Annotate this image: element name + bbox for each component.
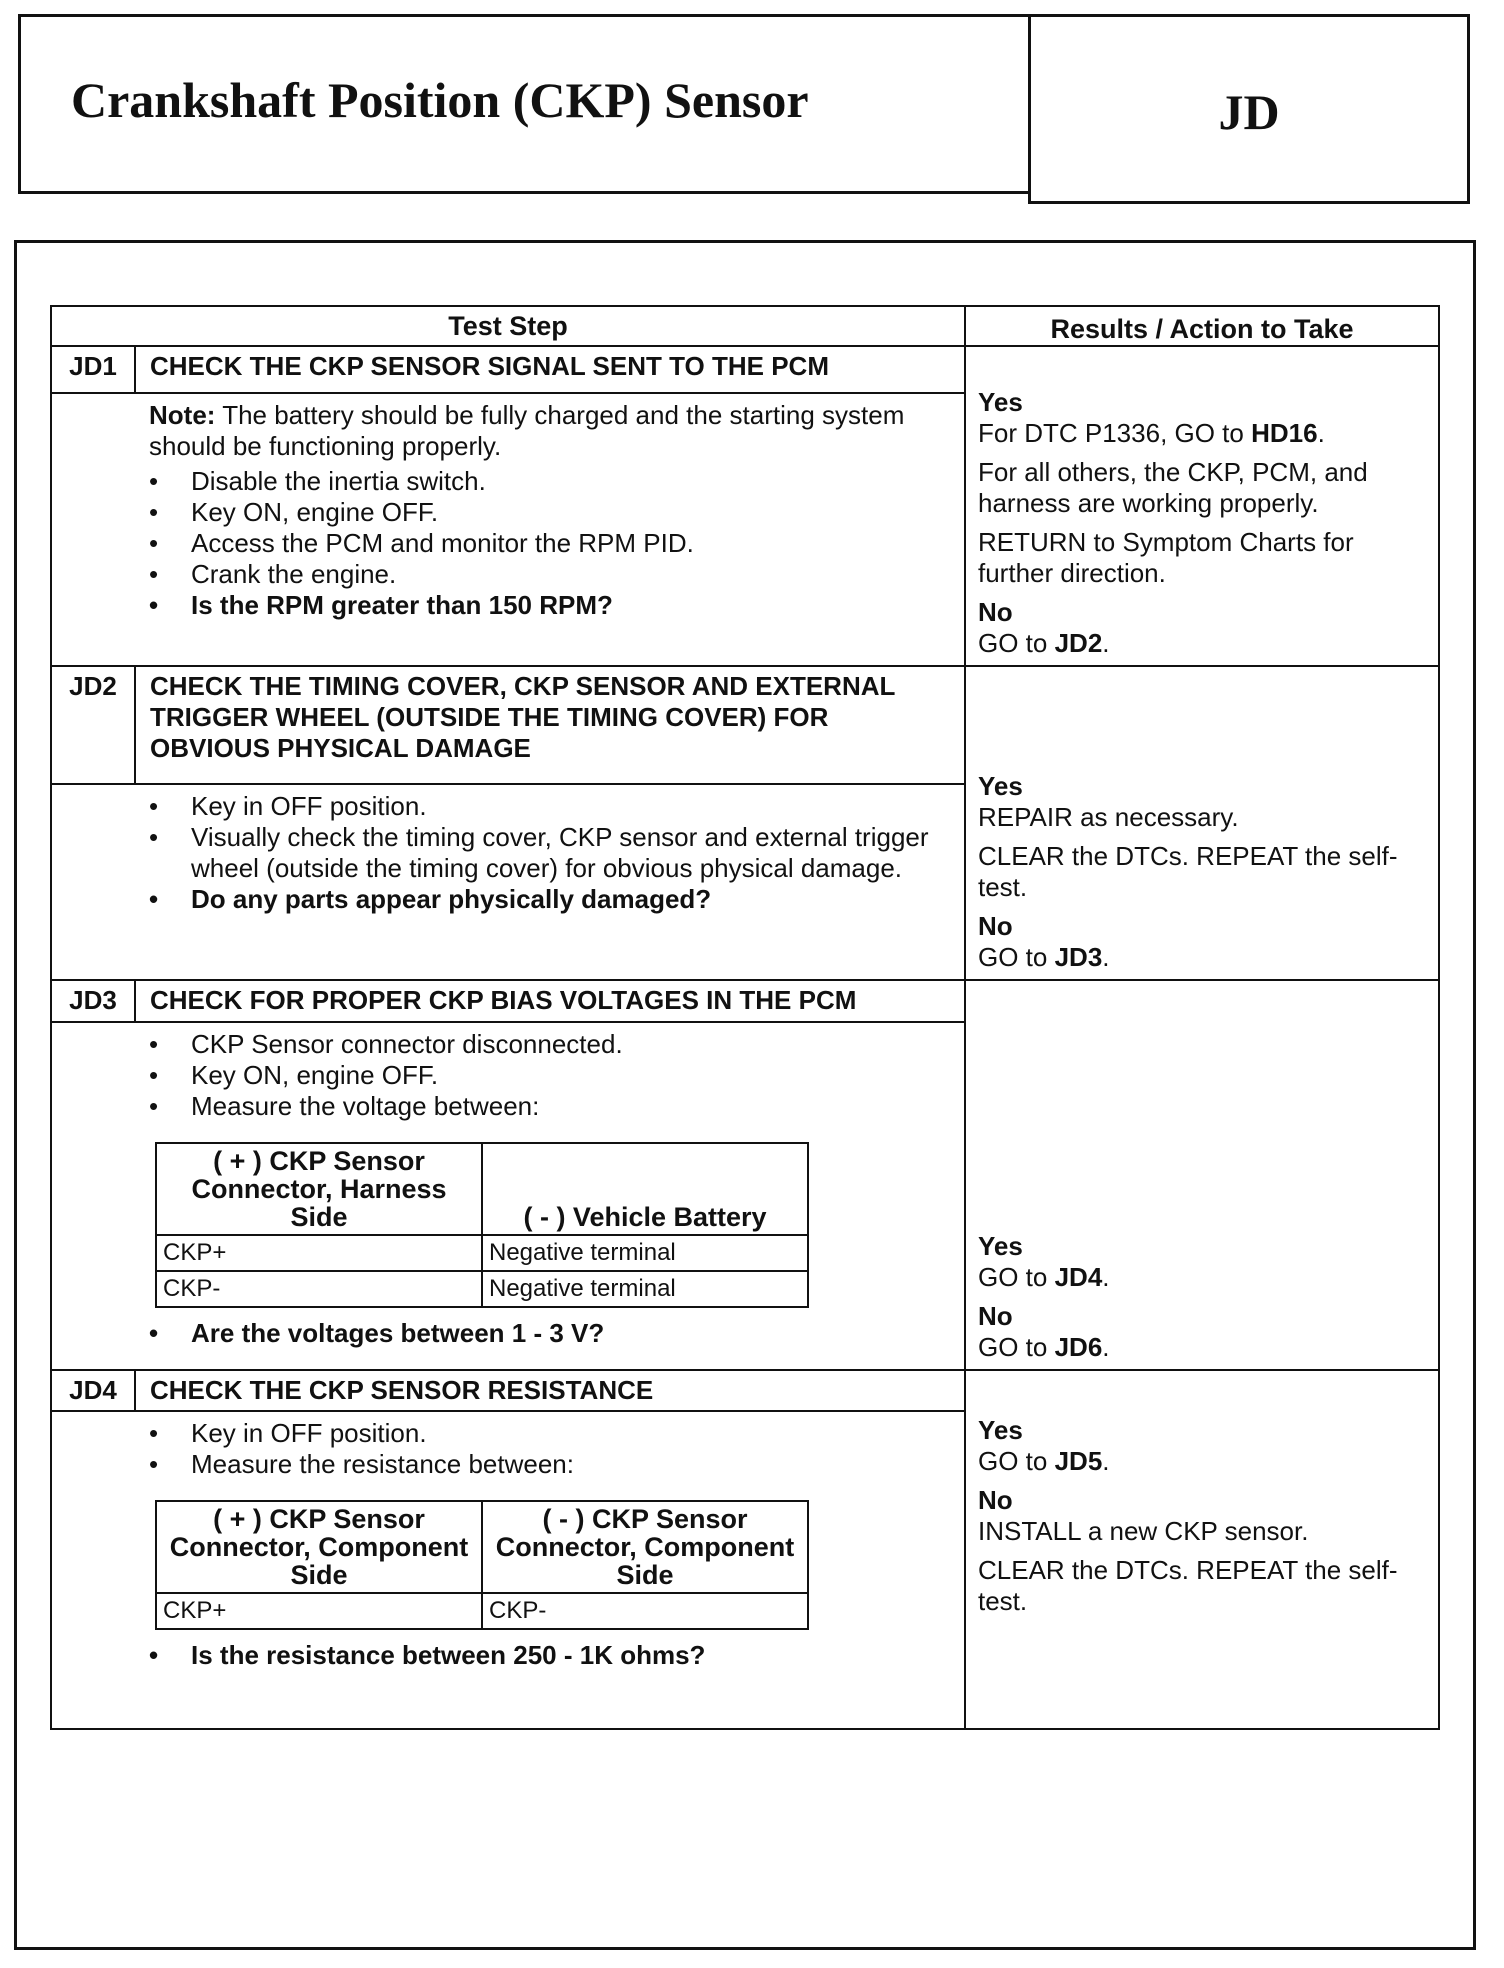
measurement-col-negative: ( - ) CKP Sensor Connector, Component Side <box>482 1501 808 1593</box>
measurement-cell: CKP+ <box>156 1235 482 1271</box>
step-id-spacer <box>51 393 135 666</box>
list-item: • Key in OFF position. <box>149 1418 950 1449</box>
list-item: • CKP Sensor connector disconnected. <box>149 1029 950 1060</box>
step-bullets <box>149 1640 950 1671</box>
note-label: Note: <box>149 399 216 430</box>
measurement-cell: Negative terminal <box>482 1235 808 1271</box>
yes-action-3: RETURN to Symptom Charts for further direction. <box>978 527 1354 588</box>
step-question: • Is the RPM greater than 150 RPM? <box>149 590 950 621</box>
step-title: CHECK THE CKP SENSOR RESISTANCE <box>135 1370 965 1411</box>
no-label: No <box>978 1301 1013 1331</box>
yes-action <box>978 1446 1426 1477</box>
goto-ref: JD2 <box>1054 628 1103 658</box>
measurement-cell: CKP- <box>156 1271 482 1307</box>
page-title: Crankshaft Position (CKP) Sensor <box>71 72 809 128</box>
header-code-box <box>1028 14 1470 204</box>
col-test-step: Test Step <box>51 306 965 346</box>
step-id-spacer <box>51 1022 135 1370</box>
measurement-col-positive: ( + ) CKP Sensor Connector, Component Side <box>156 1501 482 1593</box>
list-item: • Crank the engine. <box>149 559 950 590</box>
no-action: INSTALL a new CKP sensor. <box>978 1516 1309 1546</box>
goto-ref: JD6 <box>1054 1332 1103 1362</box>
step-jd4-title-row <box>51 1370 1439 1411</box>
step-bullets <box>149 1029 950 1122</box>
yes-action-text: For DTC P1336, GO to <box>978 418 1252 448</box>
yes-action <box>978 1262 1426 1293</box>
no-action <box>978 628 1426 659</box>
list-item: • Access the PCM and monitor the RPM PID. <box>149 528 950 559</box>
no-label: No <box>978 597 1013 627</box>
goto-ref: JD3 <box>1054 942 1103 972</box>
col-results: Results / Action to Take <box>965 306 1439 346</box>
step-id-spacer <box>51 784 135 980</box>
measurement-cell: CKP+ <box>156 1593 482 1629</box>
list-item: • Key ON, engine OFF. <box>149 1060 950 1091</box>
section-code: JD <box>1218 84 1280 140</box>
measurement-table <box>155 1500 809 1630</box>
step-title: CHECK THE CKP SENSOR SIGNAL SENT TO THE PCM <box>135 346 965 393</box>
step-id: JD1 <box>51 346 135 393</box>
list-item: • Key in OFF position. <box>149 791 950 822</box>
no-action-2: CLEAR the DTCs. REPEAT the self-test. <box>978 1555 1398 1616</box>
yes-label: Yes <box>978 1231 1023 1261</box>
measurement-header-row <box>156 1501 808 1593</box>
step-body <box>135 784 965 980</box>
yes-label: Yes <box>978 771 1023 801</box>
step-id: JD2 <box>51 666 135 784</box>
list-item: • Disable the inertia switch. <box>149 466 950 497</box>
no-action-end: . <box>1102 942 1110 972</box>
yes-action-2: CLEAR the DTCs. REPEAT the self-test. <box>978 841 1398 902</box>
step-id-spacer <box>51 1411 135 1729</box>
header-title-box <box>18 14 1028 194</box>
note <box>149 400 950 462</box>
step-jd3-results <box>965 980 1439 1370</box>
table-header-row <box>51 306 1439 346</box>
table-row <box>156 1593 808 1629</box>
note-text: The battery should be fully charged and the starting system should be functioning properly. <box>149 399 905 461</box>
diagnostic-table <box>50 305 1440 1730</box>
no-label: No <box>978 911 1013 941</box>
no-action-end: . <box>1102 1332 1110 1362</box>
step-question: • Do any parts appear physically damaged? <box>149 884 950 915</box>
step-question: • Is the resistance between 250 - 1K ohms? <box>149 1640 950 1671</box>
step-jd3-title-row <box>51 980 1439 1022</box>
yes-label: Yes <box>978 387 1023 417</box>
yes-action <box>978 418 1426 449</box>
no-action <box>978 1332 1426 1363</box>
yes-action-end: . <box>1102 1262 1110 1292</box>
measurement-cell: Negative terminal <box>482 1271 808 1307</box>
yes-label: Yes <box>978 1415 1023 1445</box>
step-jd4-results <box>965 1370 1439 1729</box>
yes-action-text: GO to <box>978 1446 1055 1476</box>
no-action <box>978 942 1426 973</box>
measurement-cell: CKP- <box>482 1593 808 1629</box>
step-body <box>135 1411 965 1729</box>
goto-ref: HD16 <box>1251 418 1318 448</box>
no-action-text: GO to <box>978 942 1055 972</box>
table-row <box>156 1271 808 1307</box>
yes-action-end: . <box>1102 1446 1110 1476</box>
goto-ref: JD4 <box>1054 1262 1103 1292</box>
step-title: CHECK THE TIMING COVER, CKP SENSOR AND EXTERNAL TRIGGER WHEEL (OUTSIDE THE TIMING COVER) FOR OBVIOUS PHYSICAL DAMAGE <box>135 666 965 784</box>
goto-ref: JD5 <box>1054 1446 1103 1476</box>
no-action-end: . <box>1102 628 1110 658</box>
step-question: • Are the voltages between 1 - 3 V? <box>149 1318 950 1349</box>
step-body <box>135 393 965 666</box>
measurement-table <box>155 1142 809 1308</box>
step-body <box>135 1022 965 1370</box>
measurement-col-positive: ( + ) CKP Sensor Connector, Harness Side <box>156 1143 482 1235</box>
step-bullets <box>149 466 950 621</box>
measurement-col-negative: ( - ) Vehicle Battery <box>482 1143 808 1235</box>
list-item: • Measure the voltage between: <box>149 1091 950 1122</box>
measurement-header-row <box>156 1143 808 1235</box>
step-bullets <box>149 791 950 915</box>
step-bullets <box>149 1318 950 1349</box>
yes-action-2: For all others, the CKP, PCM, and harness are working properly. <box>978 457 1368 518</box>
step-jd1-title-row <box>51 346 1439 393</box>
table-row <box>156 1235 808 1271</box>
step-id: JD3 <box>51 980 135 1022</box>
list-item: • Visually check the timing cover, CKP sensor and external trigger wheel (outside the timing cover) for obvious physical damage. <box>149 822 950 884</box>
no-action-text: GO to <box>978 1332 1055 1362</box>
yes-action: REPAIR as necessary. <box>978 802 1239 832</box>
step-jd1-results <box>965 346 1439 666</box>
step-jd2-title-row <box>51 666 1439 784</box>
no-label: No <box>978 1485 1013 1515</box>
step-jd2-results <box>965 666 1439 980</box>
list-item: • Measure the resistance between: <box>149 1449 950 1480</box>
step-title: CHECK FOR PROPER CKP BIAS VOLTAGES IN THE PCM <box>135 980 965 1022</box>
no-action-text: GO to <box>978 628 1055 658</box>
list-item: • Key ON, engine OFF. <box>149 497 950 528</box>
yes-action-end: . <box>1317 418 1325 448</box>
yes-action-text: GO to <box>978 1262 1055 1292</box>
step-id: JD4 <box>51 1370 135 1411</box>
step-bullets <box>149 1418 950 1480</box>
